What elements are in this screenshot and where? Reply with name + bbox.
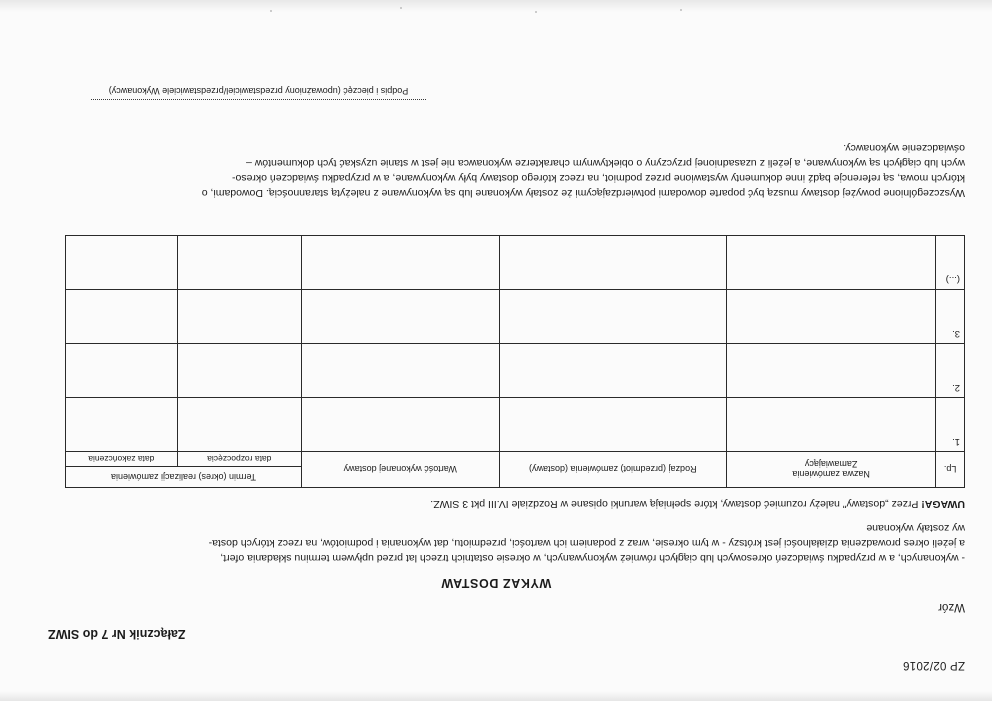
cell-order-name <box>726 290 935 344</box>
note <box>30 497 965 511</box>
header-client-label: Zamawiający <box>804 459 858 470</box>
closing-line: których mowa, są referencje bądź inne dokumenty wystawione przez podmiot, na rzecz którego dostawy były wykonywane, a w przypadku świadczeń okreso- <box>231 172 965 184</box>
closing-paragraph <box>30 140 965 200</box>
header-subject: Rodzaj (przedmiot) zamówienia (dostawy) <box>499 452 726 488</box>
signature-caption: Podpis i pieczęć (upoważniony przedstawiciel/przedstawiciele Wykonawcy) <box>108 86 409 96</box>
scan-edge-top <box>0 691 992 701</box>
cell-start-date <box>177 398 301 452</box>
intro-line: a jeżeli okres prowadzenia działalności jest krótszy - w tym okresie, wraz z podaniem ich wartości, przedmiotu, dat wykonania i podmiotów, na rzecz których dosta- <box>208 537 965 549</box>
header-end-date: data zakończenia <box>66 452 178 467</box>
cell-subject <box>499 236 726 290</box>
cell-end-date <box>66 290 178 344</box>
closing-line: wych lub ciągłych są wykonywane, a jeżeli z uzasadnionej przyczyny o obiektywnym charakterze wykonawca nie jest w stanie uzyskać tych dokumentów – <box>246 157 965 169</box>
intro-line: - wykonanych, a w przypadku świadczeń okresowych lub ciągłych również wykonywanych, w okresie ostatnich trzech lat przed upływem terminu składania ofert, <box>220 552 965 564</box>
row-number: 2. <box>936 344 965 398</box>
cell-end-date <box>66 344 178 398</box>
row-number: 3. <box>936 290 965 344</box>
table-row <box>66 236 965 290</box>
cell-subject <box>499 290 726 344</box>
cell-start-date <box>177 344 301 398</box>
scan-speck <box>680 9 682 11</box>
scan-speck <box>400 7 402 9</box>
scan-edge-bottom <box>0 0 992 12</box>
cell-start-date <box>177 290 301 344</box>
scan-speck <box>270 10 272 12</box>
note-label: UWAGA! <box>921 498 965 510</box>
intro-line: wy zostały wykonane <box>866 522 965 534</box>
header-term: Termin (okres) realizacji zamówienia <box>66 467 302 488</box>
closing-line: Wyszczególnione powyżej dostawy muszą być poparte dowodami potwierdzającymi że zostały wykonane lub są wykonywane z należytą starannością. Dowodami, o <box>201 187 965 199</box>
cell-end-date <box>66 236 178 290</box>
cell-subject <box>499 398 726 452</box>
cell-value <box>301 290 499 344</box>
closing-line: oświadczenie wykonawcy. <box>843 142 965 154</box>
table-header-row <box>66 467 965 488</box>
template-label: Wzór <box>938 601 965 613</box>
header-order-name <box>726 452 935 488</box>
case-number: ZP 02/2016 <box>902 659 965 671</box>
scan-speck <box>535 11 537 13</box>
attachment-title: Załącznik Nr 7 do SIWZ <box>48 627 186 641</box>
header-start-date: data rozpoczęcia <box>177 452 301 467</box>
note-text: Przez „dostawy" należy rozumieć dostawy, które spełniają warunki opisane w Rozdziale IV.III pkt 3 SIWZ. <box>430 498 922 510</box>
deliveries-table <box>65 235 965 488</box>
intro-paragraph <box>30 520 965 565</box>
signature-line <box>91 99 426 100</box>
header-lp: Lp. <box>936 452 965 488</box>
table-row <box>66 344 965 398</box>
row-number: (...) <box>936 236 965 290</box>
table-row <box>66 290 965 344</box>
row-number: 1. <box>936 398 965 452</box>
cell-value <box>301 398 499 452</box>
header-order-name-label: Nazwa zamówienia <box>792 469 870 480</box>
header-value: Wartość wykonanej dostawy <box>301 452 499 488</box>
cell-end-date <box>66 398 178 452</box>
cell-subject <box>499 344 726 398</box>
cell-order-name <box>726 236 935 290</box>
cell-value <box>301 236 499 290</box>
cell-start-date <box>177 236 301 290</box>
document-heading: WYKAZ DOSTAW <box>440 576 552 590</box>
cell-value <box>301 344 499 398</box>
cell-order-name <box>726 344 935 398</box>
cell-order-name <box>726 398 935 452</box>
table-row <box>66 398 965 452</box>
